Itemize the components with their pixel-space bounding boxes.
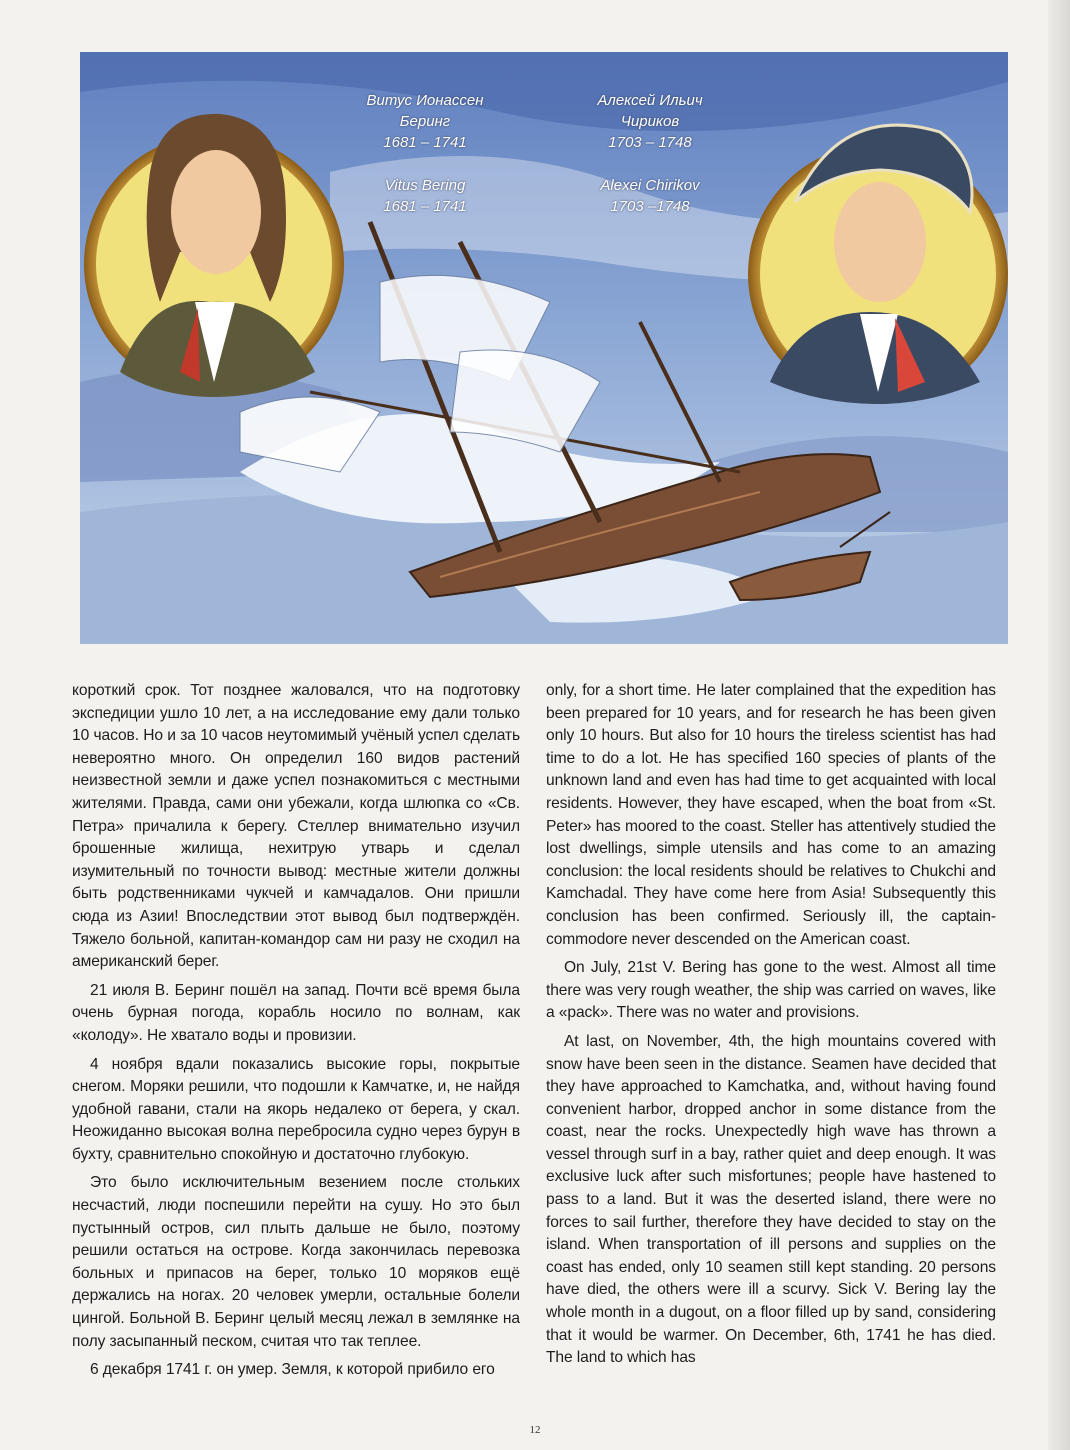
bering-caption-en xyxy=(355,175,495,217)
russian-text-column xyxy=(72,680,520,1388)
paragraph: 4 ноября вдали показались высокие горы, покрытые снегом. Моряки решили, что подошли к Камчатке, и, не найдя удобной гавани, стали на якорь недалеко от берега, у скал. Неожиданно высокая волна перебросила судно через бурун в бухту, сравнительно спокойную и достаточно глубокую. xyxy=(72,1055,520,1163)
caption-line: Vitus Bering xyxy=(384,177,466,194)
chirikov-face xyxy=(834,182,926,302)
paragraph: Это было исключительным везением после стольких несчастий, люди поспешили перейти на сушу. Но это был пустынный остров, сил плыть дальше не было, поэтому решили остаться на острове. Когда закончилась перевозка больных и припасов на берег, только 10 моряков ещё держались на ногах. 20 человек умерли, остальные болели цингой. Больной В. Беринг целый месяц лежал в землянке на полу засыпанный песком, считая что так теплее. xyxy=(72,1174,520,1350)
page-edge xyxy=(1048,0,1070,1450)
caption-line: 1681 – 1741 xyxy=(383,134,467,151)
paragraph: At last, on November, 4th, the high mountains covered with snow have been seen in the distance. Seamen have decided that they have approached to Kamchatka, and, without having found convenient harbor, dropped anchor in some distance from the coast, near the rocks. Unexpectedly high wave has thrown a vessel through surf in a bay, rather quiet and deep enough. It was exclusive luck after such misfortunes; people have hastened to pass to a land. But it was the deserted island, there were no forces to sail further, therefore they have decided to stay on the island. When transportation of ill persons and supplies on the coast has ended, only 10 seamen still kept standing. 20 persons have died, the others were ill a scurvy. Sick V. Bering lay the whole month in a dugout, on a floor filled up by sand, considering that it would be warmer. On December, 6th, 1741 he has died. The land to which has xyxy=(546,1032,996,1367)
chirikov-caption-en xyxy=(580,175,720,217)
bering-caption-ru xyxy=(350,90,500,153)
shipwreck-illustration xyxy=(80,52,1008,644)
paragraph: короткий срок. Тот позднее жаловался, что на подготовку экспедиции ушло 10 лет, а на исследование ему дали только 10 часов. Но и за 10 часов неутомимый учёный успел сделать невероятно много. Он определил 160 видов растений неизвестной земли и даже успел познакомиться с местными жителями. Правда, сами они убежали, когда шлюпка со «Св. Петра» причалила к берегу. Стеллер внимательно изучил брошенные жилища, нехитрую утварь и сделал изумительный по точности вывод: местные жители должны быть родственниками чукчей и камчадалов. Они пришли сюда из Азии! Впоследствии этот вывод был подтверждён. Тяжело больной, капитан-командор сам ни разу не сходил на американский берег. xyxy=(72,682,520,971)
paragraph: 6 декабря 1741 г. он умер. Земля, к которой прибило его xyxy=(90,1361,495,1379)
caption-line: Беринг xyxy=(399,113,451,130)
chirikov-caption-ru xyxy=(575,90,725,153)
english-text-column xyxy=(546,680,996,1376)
paragraph: 21 июля В. Беринг пошёл на запад. Почти всё время была очень бурная погода, корабль носило по волнам, как «колоду». Не хватало воды и провизии. xyxy=(72,981,520,1044)
caption-line: 1703 –1748 xyxy=(610,198,690,215)
caption-line: Алексей Ильич xyxy=(597,92,703,109)
bering-face xyxy=(171,150,261,274)
caption-line: Витус Ионассен xyxy=(366,92,484,109)
paragraph: On July, 21st V. Bering has gone to the west. Almost all time there was very rough weather, the ship was carried on waves, like a «pack». There was no water and provisions. xyxy=(546,959,996,1022)
caption-line: Чириков xyxy=(620,113,680,130)
caption-line: 1703 – 1748 xyxy=(608,134,692,151)
caption-line: Alexei Chirikov xyxy=(600,177,700,194)
caption-line: 1681 – 1741 xyxy=(383,198,467,215)
paragraph: only, for a short time. He later complained that the expedition has been prepared for 10 years, and for research he has been given only 10 hours. But also for 10 hours the tireless scientist has had time to do a lot. He has specified 160 species of plants of the unknown land and even has had time to get acquainted with local residents. However, they have escaped, when the boat from «St. Peter» has moored to the coast. Steller has attentively studied the lost dwellings, simple utensils and has come to an amazing conclusion: the local residents should be relatives to Chukchi and Kamchadal. They have come here from Asia! Subsequently this conclusion has been confirmed. Seriously ill, the captain-commodore never descended on the American coast. xyxy=(546,682,996,948)
page-number: 12 xyxy=(529,1424,541,1436)
illustration-artwork xyxy=(80,52,1008,644)
